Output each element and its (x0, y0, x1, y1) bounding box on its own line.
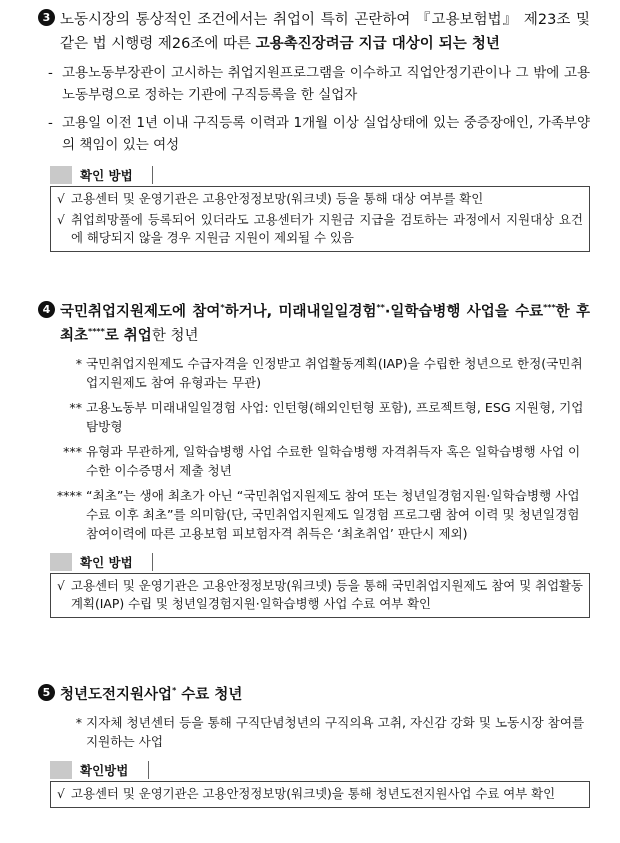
section-3 (42, 8, 590, 252)
bullet-item: - 고용일 이전 1년 이내 구직등록 이력과 1개월 이상 실업상태에 있는 중증장애인, 가족부양의 책임이 있는 여성 (48, 112, 590, 156)
section-3-heading-text: 노동시장의 통상적인 조건에서는 취업이 특히 곤란하여 『고용보험법』 제23조 및 같은 법 시행령 제26조에 따른 (60, 12, 590, 52)
footnote-mark: *** (63, 444, 82, 459)
footnote-text: 고용노동부 미래내일일경험 사업: 인턴형(해외인턴형 포함), 프로젝트형, ESG 지원형, 기업탐방형 (86, 400, 584, 434)
footnote-mark: **** (88, 327, 105, 337)
heading-part: 수료 청년 (176, 687, 243, 703)
section-3-heading (42, 8, 590, 56)
bullet-item: - 고용노동부장관이 고시하는 취업지원프로그램을 이수하고 직업안정기관이나 그 밖에 고용노동부령으로 정하는 기관에 구직등록을 한 실업자 (48, 62, 590, 106)
check-method-title (50, 166, 590, 186)
footnote-item (60, 398, 590, 436)
footnote-mark: **** (56, 488, 82, 503)
footnote-mark: * (75, 715, 82, 730)
heading-part: 한 청년 (151, 328, 199, 344)
footnote-item (60, 354, 590, 392)
check-method-box (50, 186, 590, 252)
circled-number-4: 4 (38, 301, 55, 318)
footnote-text: 지자체 청년센터 등을 통해 구직단념청년의 구직의욕 고취, 자신감 강화 및 노동시장 참여를 지원하는 사업 (86, 715, 585, 749)
heading-part: 한 후 최초 (60, 304, 590, 344)
heading-part: 하거나, 미래내일일경험 (224, 304, 377, 320)
circled-number-3: 3 (38, 9, 55, 26)
footnote-mark: *** (543, 303, 556, 313)
gray-square-icon (50, 761, 72, 779)
title-divider (152, 553, 153, 571)
check-method-box (50, 573, 590, 618)
check-method-box (50, 781, 590, 808)
footnote-item (60, 442, 590, 480)
heading-part: 로 취업 (104, 328, 152, 344)
heading-part: 청년도전지원사업 (60, 687, 173, 703)
check-item: √ 고용센터 및 운영기관은 고용안정정보망(워크넷) 등을 통해 국민취업지원제도 참여 및 취업활동계획(IAP) 수립 및 청년일경험지원·일학습병행 사업 수료 여부 확인 (57, 577, 583, 613)
check-method-title (50, 761, 590, 781)
section-4 (42, 300, 590, 618)
check-item: √ 취업희망풀에 등록되어 있더라도 고용센터가 지원금 지급을 검토하는 과정에서 지원대상 요건에 해당되지 않을 경우 지원금 지원이 제외될 수 있음 (57, 211, 583, 247)
check-method-title (50, 553, 590, 573)
footnote-mark: ** (376, 303, 385, 313)
footnote-mark: * (75, 356, 82, 371)
footnote-mark: * (172, 686, 177, 696)
section-5 (42, 683, 590, 808)
footnote-text: “최초”는 생애 최초가 아닌 “국민취업지원제도 참여 또는 청년일경험지원·일학습병행 사업 수료 이후 최초”를 의미함(단, 국민취업지원제도 일경험 프로그램 참여 이력 및 청년일경험 참여이력에 따른 고용보험 피보험자격 취득은 ‘최초취업’ 판단시 제외) (86, 488, 580, 541)
title-divider (152, 166, 153, 184)
footnote-mark: * (220, 303, 225, 313)
footnote-item (56, 486, 590, 543)
circled-number-5: 5 (38, 684, 55, 701)
footnote-text: 국민취업지원제도 수급자격을 인정받고 취업활동계획(IAP)을 수립한 청년으로 한정(국민취업지원제도 참여 유형과는 무관) (86, 356, 583, 390)
heading-part: 국민취업지원제도에 참여 (60, 304, 221, 320)
check-method-label: 확인 방법 (80, 168, 133, 183)
section-3-heading-bold: 고용촉진장려금 지급 대상이 되는 청년 (255, 36, 500, 52)
heading-part: ·일학습병행 사업을 수료 (384, 304, 544, 320)
check-item: √ 고용센터 및 운영기관은 고용안정정보망(워크넷) 등을 통해 대상 여부를 확인 (57, 190, 583, 208)
gray-square-icon (50, 553, 72, 571)
section-4-heading (42, 300, 590, 348)
footnote-text: 유형과 무관하게, 일학습병행 사업 수료한 일학습병행 자격취득자 혹은 일학습병행 사업 이수한 이수증명서 제출 청년 (86, 444, 581, 478)
section-5-heading (42, 683, 590, 707)
gray-square-icon (50, 166, 72, 184)
check-method-label: 확인방법 (80, 763, 129, 778)
check-item: √ 고용센터 및 운영기관은 고용안정정보망(워크넷)을 통해 청년도전지원사업 수료 여부 확인 (57, 785, 583, 803)
footnote-mark: ** (69, 400, 82, 415)
title-divider (148, 761, 149, 779)
footnote-item (60, 713, 590, 751)
check-method-label: 확인 방법 (80, 555, 133, 570)
